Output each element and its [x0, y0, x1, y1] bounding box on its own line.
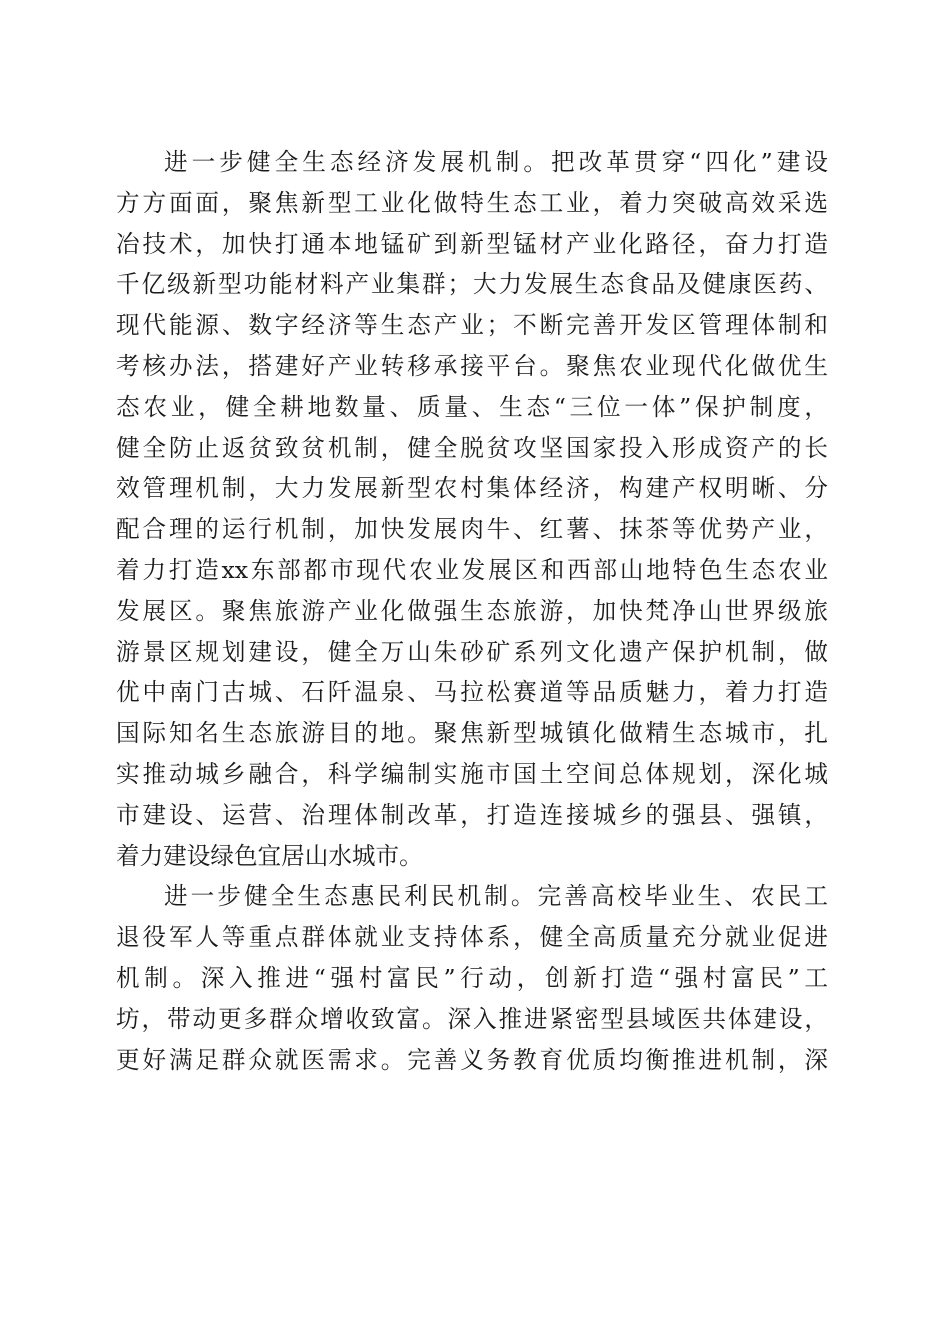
text-line: 退役军人等重点群体就业支持体系，健全高质量充分就业促进 — [116, 923, 828, 952]
text-line: 更好满足群众就医需求。完善义务教育优质均衡推进机制，深 — [116, 1045, 828, 1074]
text-line: 考核办法，搭建好产业转移承接平台。聚焦农业现代化做优生 — [116, 351, 828, 380]
text-line: 国际知名生态旅游目的地。聚焦新型城镇化做精生态城市，扎 — [116, 719, 828, 748]
text-line: 市建设、运营、治理体制改革，打造连接城乡的强县、强镇， — [116, 800, 828, 829]
text-line: 机制。深入推进“强村富民”行动，创新打造“强村富民”工 — [116, 963, 828, 992]
text-line: 方方面面，聚焦新型工业化做特生态工业，着力突破高效采选 — [116, 188, 828, 217]
text-line: 着力建设绿色宜居山水城市。 — [116, 841, 423, 870]
text-line: 配合理的运行机制，加快发展肉牛、红薯、抹茶等优势产业， — [116, 515, 828, 544]
paragraph-ecological-economy — [116, 142, 828, 876]
text-line: 实推动城乡融合，科学编制实施市国土空间总体规划，深化城 — [116, 759, 828, 788]
text-line: 千亿级新型功能材料产业集群；大力发展生态食品及健康医药、 — [116, 270, 828, 299]
text-line: 着力打造xx东部都市现代农业发展区和西部山地特色生态农业 — [116, 555, 828, 584]
text-line: 游景区规划建设，健全万山朱砂矿系列文化遗产保护机制，做 — [116, 637, 828, 666]
text-line: 态农业，健全耕地数量、质量、生态“三位一体”保护制度， — [116, 392, 828, 421]
text-line: 坊，带动更多群众增收致富。深入推进紧密型县域医共体建设， — [116, 1004, 828, 1033]
document-body — [116, 142, 828, 1080]
paragraph-benefit-people — [116, 876, 828, 1080]
text-line: 进一步健全生态经济发展机制。把改革贯穿“四化”建设 — [164, 148, 828, 176]
text-line: 优中南门古城、石阡温泉、马拉松赛道等品质魅力，着力打造 — [116, 678, 828, 707]
text-line: 冶技术，加快打通本地锰矿到新型锰材产业化路径，奋力打造 — [116, 229, 828, 258]
text-line: 现代能源、数字经济等生态产业；不断完善开发区管理体制和 — [116, 311, 828, 340]
text-line: 健全防止返贫致贫机制，健全脱贫攻坚国家投入形成资产的长 — [116, 433, 828, 462]
text-line: 效管理机制，大力发展新型农村集体经济，构建产权明晰、分 — [116, 474, 828, 503]
text-line: 发展区。聚焦旅游产业化做强生态旅游，加快梵净山世界级旅 — [116, 596, 828, 625]
text-line: 进一步健全生态惠民利民机制。完善高校毕业生、农民工 — [164, 882, 828, 911]
